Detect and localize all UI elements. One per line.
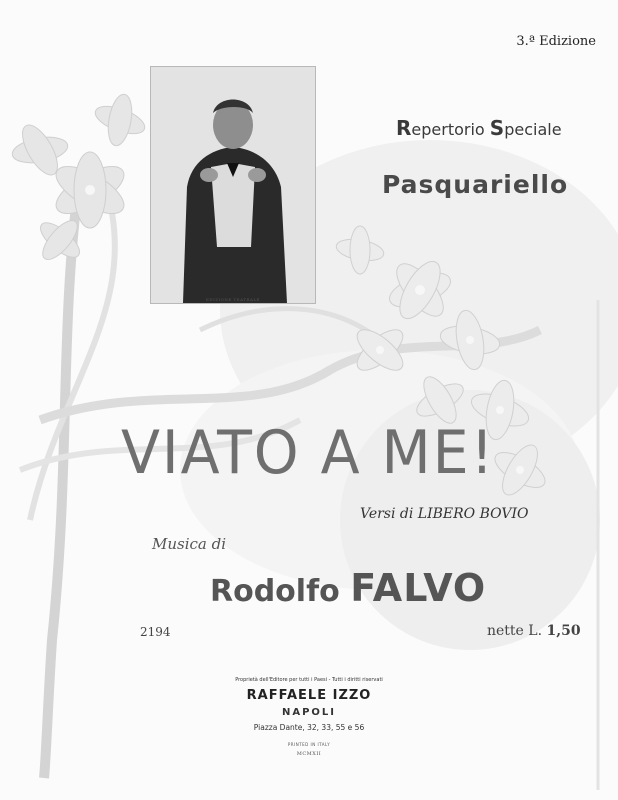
song-title: VIATO A ME!: [121, 418, 496, 488]
composer-first-name: Rodolfo: [210, 574, 340, 609]
plate-number: 2194: [140, 625, 171, 639]
repertoire-label: [396, 116, 562, 140]
repertoire-initial-r: R: [396, 116, 412, 140]
performer-portrait-image: [151, 67, 315, 303]
repertoire-initial-s: S: [489, 116, 505, 140]
composer-surname: FALVO: [350, 566, 487, 610]
repertoire-word1: epertorio: [411, 120, 490, 139]
repertoire-word2: peciale: [504, 120, 562, 139]
performer-name: Pasquariello: [382, 170, 569, 199]
price-value: 1,50: [546, 623, 581, 639]
publication-year: MCMXII: [296, 751, 322, 757]
publisher-address: Piazza Dante, 32, 33, 55 e 56: [253, 723, 365, 732]
composer-name: [210, 566, 486, 610]
publisher-rights-notice: Proprietà dell'Editore per tutti i Paesi - Tutti i diritti riservati: [235, 677, 383, 683]
price-label: nette L.: [487, 623, 543, 639]
publisher-city: NAPOLI: [281, 707, 337, 718]
printed-notice: PRINTED IN ITALY: [287, 742, 331, 747]
price: [487, 623, 581, 639]
music-label: Musica di: [152, 535, 227, 553]
edition-label: 3.ª Edizione: [516, 34, 596, 49]
publisher-name: RAFFAELE IZZO: [246, 688, 372, 703]
photo-caption: EDIZIONE TEATRALE: [206, 297, 260, 302]
performer-photo: [150, 66, 316, 304]
lyrics-credit: Versi di LIBERO BOVIO: [360, 506, 529, 522]
